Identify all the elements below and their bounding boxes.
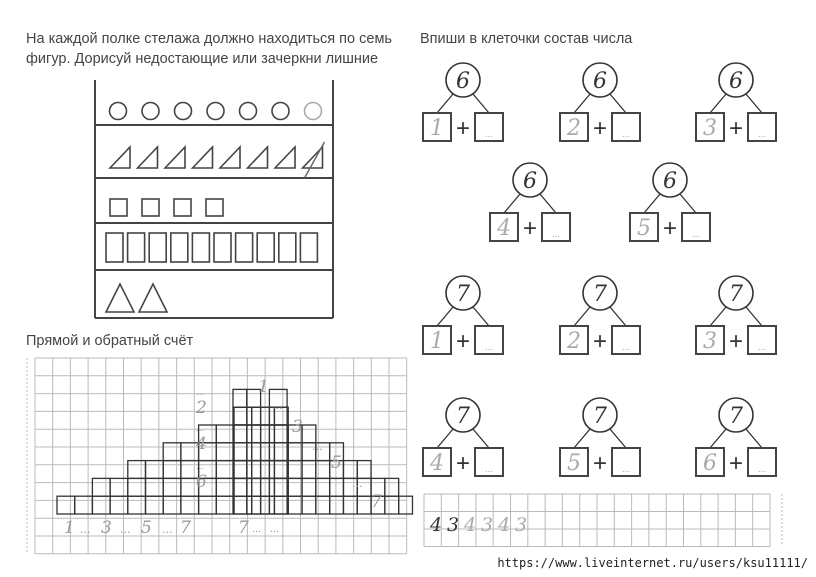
given-number: 2 xyxy=(567,329,581,354)
circle-figure xyxy=(240,103,257,120)
square-figure xyxy=(142,199,159,216)
dots-label: ... xyxy=(252,523,262,535)
total-number: 6 xyxy=(729,69,743,94)
staircase-cell xyxy=(247,478,261,496)
staircase-cell xyxy=(274,443,288,461)
total-number: 7 xyxy=(456,282,470,307)
staircase-cell xyxy=(216,478,234,496)
staircase-cell xyxy=(146,496,164,514)
plus-sign: + xyxy=(592,115,608,142)
given-number: 4 xyxy=(430,451,444,476)
given-number: 1 xyxy=(430,329,444,354)
staircase-cell xyxy=(92,496,110,514)
total-number: 6 xyxy=(593,69,607,94)
answer-dots: ... xyxy=(484,342,494,353)
staircase-cell xyxy=(110,478,128,496)
staircase-cell xyxy=(233,425,247,443)
staircase-cell xyxy=(163,496,181,514)
dots-label: ... xyxy=(196,423,205,434)
plus-sign: + xyxy=(728,328,744,355)
composition-item xyxy=(490,163,570,242)
staircase-cell xyxy=(163,478,181,496)
backward-side-label: 5 xyxy=(331,453,342,473)
forward-count-label: ... xyxy=(162,523,173,536)
given-number: 6 xyxy=(703,451,717,476)
circle-figure xyxy=(175,103,192,120)
backward-side-label: ... xyxy=(352,477,363,490)
composition-item xyxy=(630,163,710,242)
staircase-cell xyxy=(128,478,146,496)
rectangle-figure xyxy=(279,233,296,262)
pattern-digit: 4 xyxy=(498,514,511,536)
pattern-grid xyxy=(424,494,782,547)
composition-item xyxy=(696,276,776,355)
plus-sign: + xyxy=(592,450,608,477)
staircase-cell xyxy=(288,496,302,514)
staircase-cell xyxy=(357,461,371,479)
staircase-cell xyxy=(128,496,146,514)
rectangle-figure xyxy=(171,233,188,262)
pattern-digit: 3 xyxy=(481,514,494,536)
given-number: 2 xyxy=(567,116,581,141)
given-number: 4 xyxy=(497,216,511,241)
staircase-cell xyxy=(302,461,316,479)
plus-sign: + xyxy=(728,115,744,142)
composition-item xyxy=(696,63,776,142)
rectangle-figure xyxy=(236,233,253,262)
total-number: 7 xyxy=(593,404,607,429)
staircase-cell xyxy=(181,496,199,514)
triangle-figure xyxy=(275,147,295,168)
staircase-cell xyxy=(385,496,399,514)
answer-dots: ... xyxy=(484,464,494,475)
total-number: 7 xyxy=(456,404,470,429)
composition-item xyxy=(560,398,640,477)
forward-side-label: 2 xyxy=(196,398,207,418)
total-number: 7 xyxy=(729,404,743,429)
staircase-cell xyxy=(261,443,275,461)
backward-side-label: 3 xyxy=(292,417,303,437)
staircase-cell xyxy=(233,389,247,407)
staircase-cell xyxy=(385,478,399,496)
answer-dots: ... xyxy=(757,129,767,140)
forward-count-label: 7 xyxy=(180,518,191,538)
triangle-figure xyxy=(248,147,268,168)
staircase-cell xyxy=(234,407,252,425)
backward-side-label: ... xyxy=(272,399,283,412)
dots-label: ... xyxy=(196,461,205,472)
staircase-cell xyxy=(233,443,247,461)
shelf-shapes xyxy=(106,103,325,313)
triangle-figure xyxy=(110,147,130,168)
composition-item xyxy=(423,276,503,355)
rectangle-figure xyxy=(128,233,145,262)
answer-dots: ... xyxy=(621,129,631,140)
answer-dots: ... xyxy=(621,342,631,353)
pattern-digit: 4 xyxy=(430,514,443,536)
rectangle-figure xyxy=(300,233,317,262)
staircase-cell xyxy=(75,496,93,514)
answer-dots: ... xyxy=(691,229,701,240)
plus-sign: + xyxy=(455,115,471,142)
staircase-cell xyxy=(288,461,302,479)
circle-figure xyxy=(305,103,322,120)
composition-item xyxy=(560,276,640,355)
plus-sign: + xyxy=(522,215,538,242)
staircase-cell xyxy=(330,496,344,514)
staircase-cell xyxy=(357,496,371,514)
staircase-cell xyxy=(261,425,275,443)
rectangle-figure xyxy=(257,233,274,262)
answer-dots: ... xyxy=(484,129,494,140)
staircase-cell xyxy=(330,478,344,496)
given-number: 5 xyxy=(567,451,581,476)
forward-count-label: ... xyxy=(80,523,91,536)
plus-sign: + xyxy=(592,328,608,355)
staircase-cell xyxy=(216,496,234,514)
triangle-figure xyxy=(138,147,158,168)
staircase-cell xyxy=(343,461,357,479)
square-figure xyxy=(206,199,223,216)
dots-label: ... xyxy=(196,387,205,398)
triangle-figure xyxy=(165,147,185,168)
given-number: 5 xyxy=(637,216,651,241)
staircase-cell xyxy=(234,425,252,443)
staircase-cell xyxy=(234,478,252,496)
staircase-cell xyxy=(216,443,234,461)
backward-side-label: 1 xyxy=(258,377,269,397)
staircase-cell xyxy=(302,478,316,496)
plus-sign: + xyxy=(455,450,471,477)
staircase-cell xyxy=(146,461,164,479)
staircase-cell xyxy=(233,478,247,496)
staircase-cell xyxy=(343,496,357,514)
plus-sign: + xyxy=(455,328,471,355)
circle-figure xyxy=(207,103,224,120)
answer-dots: ... xyxy=(757,464,767,475)
forward-count-label: 1 xyxy=(64,518,75,538)
total-number: 7 xyxy=(593,282,607,307)
circle-figure xyxy=(142,103,159,120)
composition-item xyxy=(696,398,776,477)
staircase-cell xyxy=(288,478,302,496)
staircase-cell xyxy=(288,443,302,461)
staircase-cell xyxy=(261,461,275,479)
staircase-cell xyxy=(269,478,287,496)
staircase-cell xyxy=(274,478,288,496)
staircase-cell xyxy=(247,496,261,514)
dots-label: ... xyxy=(270,523,280,535)
staircase-cell xyxy=(233,461,247,479)
staircase-cell xyxy=(261,478,275,496)
staircase-cell xyxy=(128,461,146,479)
backward-count-label: 7 xyxy=(238,518,249,538)
composition-instruction: Впиши в клеточки состав числа xyxy=(420,31,633,47)
staircase-cell xyxy=(233,496,247,514)
staircase-cell xyxy=(234,461,252,479)
circle-figure xyxy=(110,103,127,120)
total-number: 6 xyxy=(523,169,537,194)
composition-item xyxy=(423,398,503,477)
staircase-cell xyxy=(199,496,217,514)
watermark-url: https://www.liveinternet.ru/users/ksu11111/ xyxy=(497,556,808,570)
staircase-cell xyxy=(269,496,287,514)
given-number: 3 xyxy=(703,116,717,141)
forward-count-label: 3 xyxy=(101,518,112,538)
plus-sign: + xyxy=(728,450,744,477)
forward-side-label: 4 xyxy=(196,434,207,454)
composition-item xyxy=(423,63,503,142)
staircase-cell xyxy=(233,407,247,425)
shelves-instruction: На каждой полке стелажа должно находиться по семь фигур. Дорисуй недостающие или зачеркни лишние xyxy=(26,31,392,67)
staircase-cell xyxy=(247,425,261,443)
staircase-cell xyxy=(163,461,181,479)
answer-dots: ... xyxy=(621,464,631,475)
total-number: 6 xyxy=(456,69,470,94)
total-number: 6 xyxy=(663,169,677,194)
staircase-cell xyxy=(110,496,128,514)
triangle-figure xyxy=(193,147,213,168)
number-composition-area xyxy=(423,63,776,477)
staircase-cell xyxy=(399,496,413,514)
staircase-cell xyxy=(92,478,110,496)
square-figure xyxy=(110,199,127,216)
backward-side-label: 7 xyxy=(371,492,382,512)
circle-figure xyxy=(272,103,289,120)
staircase-cell xyxy=(274,496,288,514)
pattern-digit: 4 xyxy=(464,514,477,536)
answer-dots: ... xyxy=(551,229,561,240)
staircase-cell xyxy=(146,478,164,496)
total-number: 7 xyxy=(729,282,743,307)
rectangle-figure xyxy=(106,233,123,262)
staircase-cell xyxy=(234,496,252,514)
backward-side-label: ... xyxy=(312,440,323,453)
pattern-digit: 3 xyxy=(515,514,528,536)
forward-side-label: 6 xyxy=(196,472,207,492)
cross-out-mark xyxy=(305,142,325,178)
staircase-cell xyxy=(57,496,75,514)
staircase-cell xyxy=(247,407,261,425)
staircase-cell xyxy=(269,443,287,461)
staircase-blocks xyxy=(57,377,412,538)
staircase-cell xyxy=(261,496,275,514)
rectangle-figure xyxy=(192,233,209,262)
triangle-figure xyxy=(139,284,167,312)
counting-instruction: Прямой и обратный счёт xyxy=(26,333,194,349)
rectangle-figure xyxy=(149,233,166,262)
composition-item xyxy=(560,63,640,142)
forward-count-label: 5 xyxy=(141,518,152,538)
given-number: 3 xyxy=(703,329,717,354)
staircase-cell xyxy=(274,461,288,479)
staircase-cell xyxy=(216,461,234,479)
staircase-cell xyxy=(163,443,181,461)
staircase-cell xyxy=(247,461,261,479)
answer-dots: ... xyxy=(757,342,767,353)
triangle-figure xyxy=(106,284,134,312)
staircase-cell xyxy=(247,443,261,461)
given-number: 1 xyxy=(430,116,444,141)
triangle-figure xyxy=(220,147,240,168)
rectangle-figure xyxy=(214,233,231,262)
plus-sign: + xyxy=(662,215,678,242)
square-figure xyxy=(174,199,191,216)
staircase-cell xyxy=(302,496,316,514)
staircase-cell xyxy=(234,443,252,461)
forward-count-label: ... xyxy=(120,523,131,536)
staircase-cell xyxy=(269,425,287,443)
pattern-digit: 3 xyxy=(447,514,460,536)
staircase-cell xyxy=(216,425,234,443)
staircase-cell xyxy=(274,425,288,443)
staircase-cell xyxy=(269,461,287,479)
